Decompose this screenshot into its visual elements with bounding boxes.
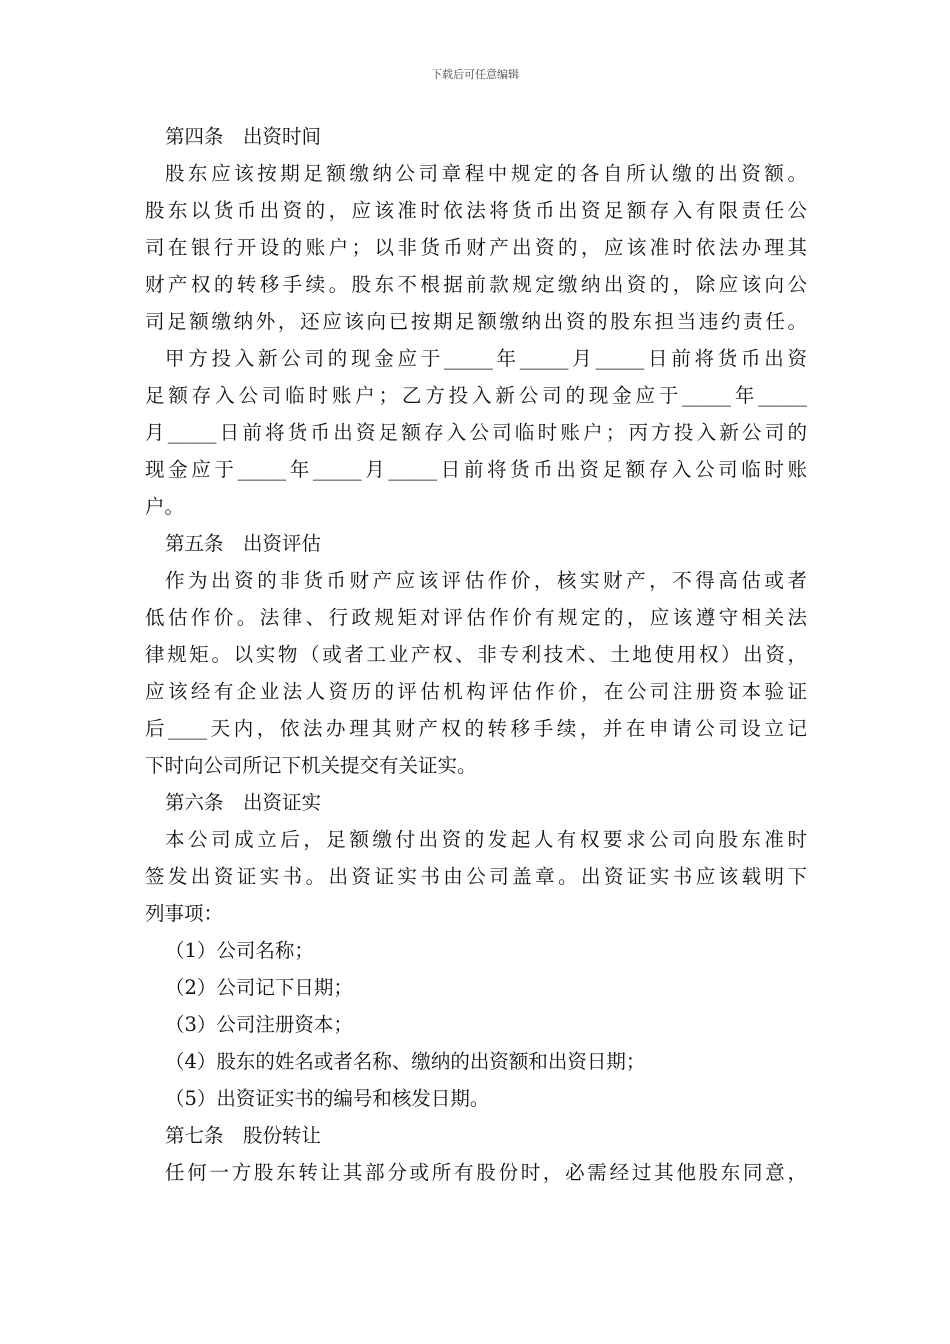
document-line: 签发出资证实书。出资证实书由公司盖章。出资证实书应该载明下 bbox=[145, 865, 807, 888]
document-line: 股东以货币出资的，应该准时依法将货币出资足额存入有限责任公 bbox=[145, 199, 807, 222]
document-line: 财产权的转移手续。股东不根据前款规定缴纳出资的，除应该向公 bbox=[145, 273, 807, 296]
document-line: 司足额缴纳外，还应该向已按期足额缴纳出资的股东担当违约责任。 bbox=[145, 310, 807, 333]
document-line: 应该经有企业法人资历的评估机构评估作价，在公司注册资本验证 bbox=[145, 680, 807, 703]
document-line: （5）出资证实书的编号和核发日期。 bbox=[165, 1087, 490, 1110]
document-line: 后____天内，依法办理其财产权的转移手续，并在申请公司设立记 bbox=[145, 717, 807, 740]
document-line: 列事项： bbox=[145, 902, 224, 925]
document-line: 第六条 出资证实 bbox=[165, 791, 322, 814]
document-line: （2）公司记下日期； bbox=[165, 976, 353, 999]
document-line: 月_____日前将货币出资足额存入公司临时账户；丙方投入新公司的 bbox=[145, 421, 807, 444]
document-line: 甲方投入新公司的现金应于_____年_____月_____日前将货币出资 bbox=[165, 347, 807, 370]
document-line: 足额存入公司临时账户；乙方投入新公司的现金应于_____年_____ bbox=[145, 384, 807, 407]
document-line: 任何一方股东转让其部分或所有股份时，必需经过其他股东同意， bbox=[165, 1161, 807, 1184]
page-header-note: 下载后可任意编辑 bbox=[431, 68, 519, 81]
document-line: 低估作价。法律、行政规矩对评估作价有规定的，应该遵守相关法 bbox=[145, 606, 807, 629]
document-line: 户。 bbox=[145, 495, 185, 518]
document-line: 第四条 出资时间 bbox=[165, 125, 322, 148]
document-line: 下时向公司所记下机关提交有关证实。 bbox=[145, 754, 477, 777]
document-line: 第五条 出资评估 bbox=[165, 532, 322, 555]
document-line: 作为出资的非货币财产应该评估作价，核实财产，不得高估或者 bbox=[165, 569, 807, 592]
document-line: 现金应于_____年_____月_____日前将货币出资足额存入公司临时账 bbox=[145, 458, 807, 481]
document-line: 律规矩。以实物（或者工业产权、非专利技术、土地使用权）出资， bbox=[145, 643, 807, 666]
document-line: 司在银行开设的账户；以非货币财产出资的，应该准时依法办理其 bbox=[145, 236, 807, 259]
document-line: 第七条 股份转让 bbox=[165, 1124, 322, 1147]
document-line: （3）公司注册资本； bbox=[165, 1013, 353, 1036]
document-line: （1）公司名称； bbox=[165, 939, 314, 962]
document-line: （4）股东的姓名或者名称、缴纳的出资额和出资日期； bbox=[165, 1050, 646, 1073]
document-body bbox=[145, 118, 807, 1191]
document-line: 本公司成立后，足额缴付出资的发起人有权要求公司向股东准时 bbox=[165, 828, 807, 851]
document-line: 股东应该按期足额缴纳公司章程中规定的各自所认缴的出资额。 bbox=[165, 162, 807, 185]
